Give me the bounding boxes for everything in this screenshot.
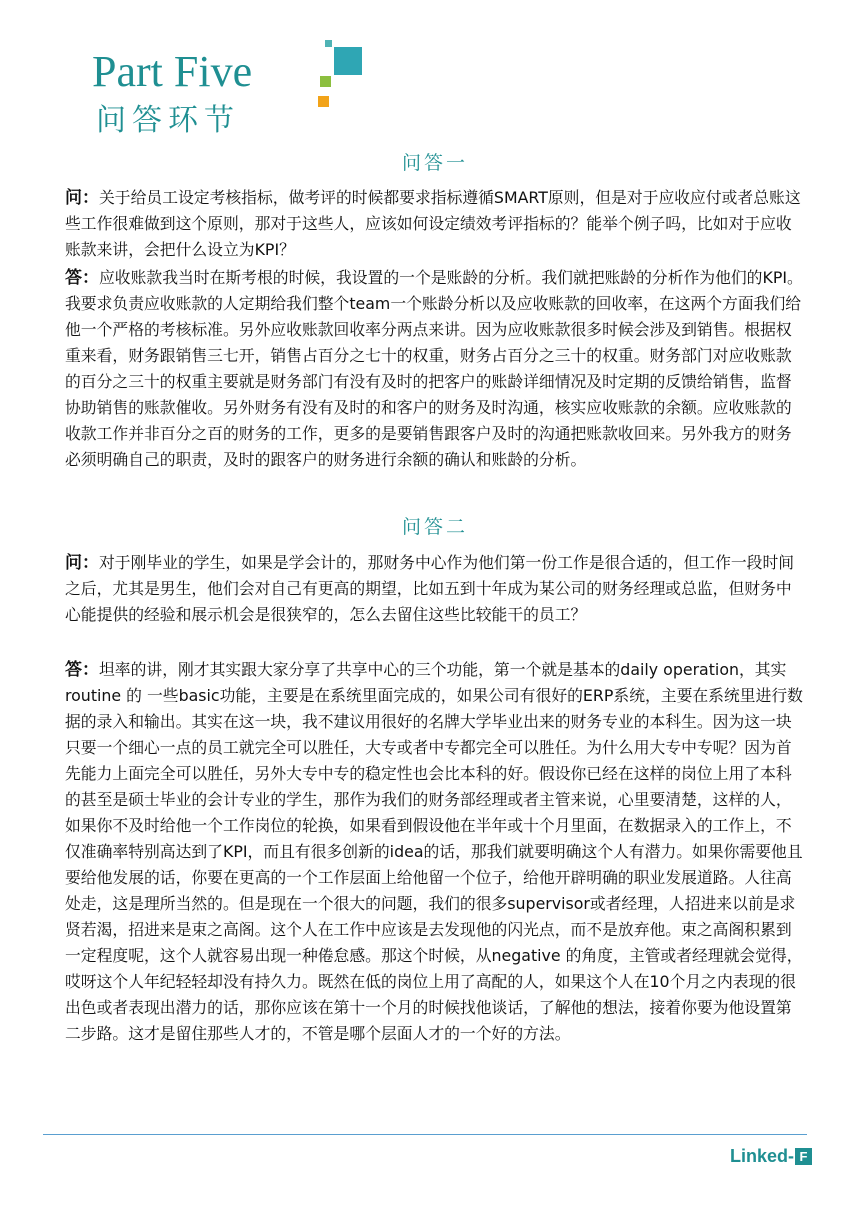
question-tag: 问： xyxy=(65,188,99,208)
decorative-square xyxy=(320,76,331,87)
answer-block xyxy=(65,265,807,473)
decorative-square xyxy=(325,40,332,47)
question-block xyxy=(65,550,807,628)
question-text: 对于刚毕业的学生，如果是学会计的，那财务中心作为他们第一份工作是很合适的，但工作一段时间之后，尤其是男生，他们会对自己有更高的期望，比如五到十年成为某公司的财务经理或总监，但财务中心能提供的经验和展示机会是很狭窄的，怎么去留住这些比较能干的员工？ xyxy=(65,553,795,624)
answer-text: 应收账款我当时在斯考根的时候，我设置的一个是账龄的分析。我们就把账龄的分析作为他们的KPI。我要求负责应收账款的人定期给我们整个team一个账龄分析以及应收账款的回收率，在这两个方面我们给他一个严格的考核标准。另外应收账款回收率分两点来讲。因为应收账款很多时候会涉及到销售。根据权重来看，财务跟销售三七开，销售占百分之七十的权重，财务占百分之三十的权重。财务部门对应收账款的百分之三十的权重主要就是财务部门有没有及时的把客户的账龄详细情况及时定期的反馈给销售，监督协助销售的账款催收。另外财务有没有及时的和客户的财务及时沟通，核实应收账款的余额。应收账款的收款工作并非百分之百的财务的工作，更多的是要销售跟客户及时的沟通把账款收回来。另外我方的财务必须明确自己的职责，及时的跟客户的财务进行余额的确认和账龄的分析。 xyxy=(65,268,803,469)
answer-tag: 答： xyxy=(65,660,99,680)
footer-logo xyxy=(730,1146,812,1167)
answer-block xyxy=(65,657,807,1047)
page-subtitle: 问答环节 xyxy=(96,103,240,138)
footer-divider xyxy=(43,1134,807,1135)
section-heading-qa1: 问答一 xyxy=(401,152,468,174)
decorative-square xyxy=(318,96,329,107)
answer-tag: 答： xyxy=(65,268,99,288)
logo-text: Linked- xyxy=(729,1146,794,1166)
answer-text: 坦率的讲，刚才其实跟大家分享了共享中心的三个功能，第一个就是基本的daily operation，其实routine 的 一些basic功能，主要是在系统里面完成的，如果公司有很好的ERP系统，主要在系统里进行数据的录入和输出。其实在这一块，我不建议用很好的名牌大学毕业出来的财务专业的本科生。因为这一块只要一个细心一点的员工就完全可以胜任，大专或者中专都完全可以胜任。为什么用大专中专呢？因为首先能力上面完全可以胜任，另外大专中专的稳定性也会比本科的好。假设你已经在这样的岗位上用了本科的甚至是硕士毕业的会计专业的学生，那作为我们的财务部经理或者主管来说，心里要清楚，这样的人，如果你不及时给他一个工作岗位的轮换，如果看到假设他在半年或十个月里面，在数据录入的工作上，不仅准确率特别高达到了KPI，而且有很多创新的idea的话，那我们就要明确这个人有潜力。如果你需要他且要给他发展的话，你要在更高的一个工作层面上给他留一个位子，给他开辟明确的职业发展道路。人往高处走，这是理所当然的。但是现在一个很大的问题，我们的很多supervisor或者经理，人招进来以前是求贤若渴，招进来是束之高阁。这个人在工作中应该是去发现他的闪光点，而不是放弃他。束之高阁积累到一定程度呢，这个人就容易出现一种倦怠感。那这个时候，从negative 的角度，主管或者经理就会觉得，哎呀这个人年纪轻轻却没有持久力。既然在低的岗位上用了高配的人，如果这个人在10个月之内表现的很出色或者表现出潜力的话，那你应该在第十一个月的时候找他谈话，了解他的想法，接着你要为他设置第二步路。这才是留住那些人才的，不管是哪个层面人才的一个好的方法。 xyxy=(65,660,803,1043)
question-block xyxy=(65,185,807,263)
question-tag: 问： xyxy=(65,553,99,573)
logo-mark-icon: F xyxy=(795,1148,812,1165)
question-text: 关于给员工设定考核指标，做考评的时候都要求指标遵循SMART原则，但是对于应收应付或者总账这些工作很难做到这个原则，那对于这些人，应该如何设定绩效考评指标的？能举个例子吗，比如对于应收账款来讲，会把什么设立为KPI？ xyxy=(65,188,801,259)
page-title: Part Five xyxy=(92,47,253,96)
decorative-square xyxy=(334,47,362,75)
section-heading-qa2: 问答二 xyxy=(401,516,468,538)
